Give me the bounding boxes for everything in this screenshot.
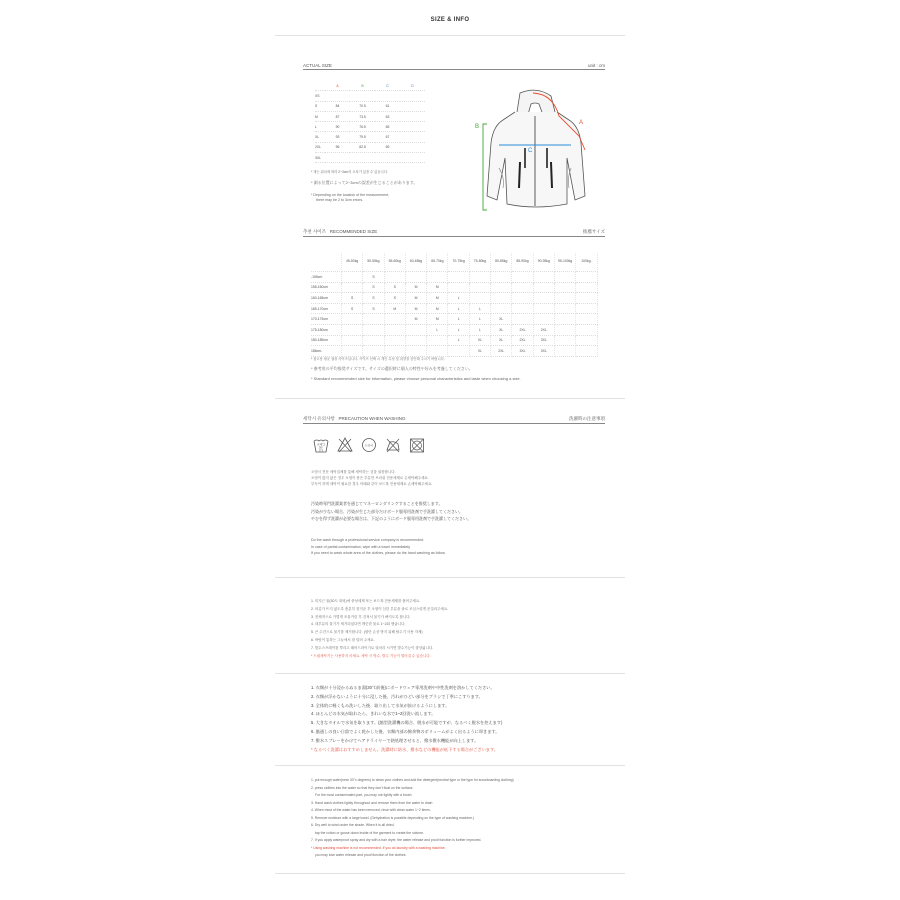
step-line: * Using washing machine is not recommended. If you do laundry with a washing machine,	[311, 845, 446, 850]
no-bleach-icon	[337, 436, 353, 454]
step-line: * なるべく洗濯はおすすめしません。洗濯時に防水、撥水などの機能が低下する場合がございます。	[311, 746, 499, 752]
washing-kr-text	[311, 469, 432, 487]
weight-header: 50-55kg	[363, 253, 384, 272]
size-value	[400, 122, 425, 132]
table-row	[315, 153, 425, 163]
diagram-label-b: B	[475, 124, 480, 130]
size-value: 67	[375, 132, 400, 142]
step-line: 1. 미지근 물(30도 내외)에 중성세제 또는 보드복 전용세제를 풀어주세요.	[311, 599, 421, 603]
size-cell	[533, 303, 554, 314]
size-cell	[512, 303, 533, 314]
step-line: 4. When most of the water has been removed, rinse with clean water 1~2 times.	[311, 808, 431, 812]
note-jp: * 測る位置によって2~3cmの誤差が生じることがあります。	[311, 180, 418, 185]
svg-text:30°: 30°	[318, 445, 324, 450]
size-value: 73.5	[350, 111, 375, 121]
size-cell	[491, 293, 512, 304]
step-line: tap the cotton or goose down inside of the garment to create the volume.	[315, 830, 424, 835]
size-cell	[576, 335, 597, 346]
size-cell	[405, 272, 426, 283]
size-cell	[533, 314, 554, 325]
weight-header-row	[311, 253, 597, 272]
size-cell: M	[427, 293, 448, 304]
recommended-size-table	[311, 253, 598, 357]
size-cell	[533, 293, 554, 304]
size-cell: M	[427, 314, 448, 325]
recommended-title-en: RECOMMENDED SIZE	[329, 229, 378, 234]
size-cell: XL	[491, 314, 512, 325]
size-cell: XL	[469, 335, 490, 346]
size-cell	[384, 346, 405, 357]
svg-text:드라이: 드라이	[364, 443, 374, 448]
size-cell: L	[448, 324, 469, 335]
size-cell	[427, 335, 448, 346]
step-line: 2. 衣類が浮かないように十分に浸した後、汚れがひどい部分をブラシで丁寧にこすります。	[311, 693, 483, 699]
size-cell	[427, 346, 448, 357]
size-cell: L	[427, 324, 448, 335]
table-row	[311, 293, 597, 304]
size-cell	[363, 335, 384, 346]
table-row	[315, 122, 425, 132]
height-label: 170-175cm	[311, 314, 342, 325]
size-value	[325, 153, 350, 163]
divider	[275, 673, 625, 674]
size-cell: L	[448, 303, 469, 314]
recommended-size-header	[303, 229, 605, 237]
step-line: you may lose water release and proof function of the clothes.	[315, 853, 407, 857]
size-value	[350, 91, 375, 101]
size-cell: XL	[491, 335, 512, 346]
size-cell: S	[384, 282, 405, 293]
washing-kr-line: 오염이 많지 않은 경우 오염이 묻은 부분만 브러쉬 전용세제로 손세탁해주세요.	[311, 476, 429, 480]
table-row	[311, 324, 597, 335]
step-line: 5. Remove moisture with a large towel. (Dehydration is possible depending on the type of washing machine.)	[311, 815, 475, 820]
size-cell: M	[405, 293, 426, 304]
washing-title-jp: 洗濯時の注意事項	[569, 416, 605, 421]
step-line: 6. 바람이 통하는 그늘에서 잘 말려 주세요.	[311, 637, 375, 642]
size-cell	[512, 293, 533, 304]
size-cell	[554, 314, 575, 325]
diagram-label-a: A	[579, 120, 584, 126]
size-cell	[342, 346, 363, 357]
weight-header: 75-80kg	[469, 253, 490, 272]
washing-title-kr: 세탁시 유의사항	[303, 416, 335, 421]
height-label: 155-160cm	[311, 282, 342, 293]
size-cell: S	[384, 293, 405, 304]
recommended-title-kr: 추천 사이즈	[303, 229, 326, 234]
size-cell: L	[469, 303, 490, 314]
size-cell: 3XL	[533, 346, 554, 357]
svg-text:중성: 중성	[318, 449, 324, 452]
size-value: 79.5	[350, 132, 375, 142]
recommended-title-jp: 推薦サイズ	[582, 229, 605, 234]
size-cell: S	[363, 282, 384, 293]
actual-size-note-jp	[311, 181, 417, 185]
size-cell	[469, 272, 490, 283]
column-d: D	[400, 81, 425, 91]
size-value	[400, 111, 425, 121]
table-row	[315, 132, 425, 142]
size-cell	[576, 314, 597, 325]
actual-size-table	[315, 81, 425, 163]
note-en-2: there may be 2 to 3cm errors.	[316, 198, 364, 202]
size-cell: 2XL	[512, 324, 533, 335]
size-cell: XL	[491, 324, 512, 335]
divider	[275, 398, 625, 399]
size-cell: M	[427, 303, 448, 314]
size-cell	[405, 324, 426, 335]
note-kr: * 재는 위치에 따라 2~3cm의 오차가 있을 수 있습니다.	[311, 170, 388, 174]
step-line: 1. put enough water(near 30°c degrees) to clean your clothes and add the detergent(neutral type or the type for snowboarding clothing)	[311, 778, 514, 782]
actual-size-note	[311, 170, 388, 174]
size-cell	[405, 335, 426, 346]
column-a: A	[325, 81, 350, 91]
table-row	[315, 111, 425, 121]
size-value	[400, 91, 425, 101]
step-line: 3. 全体的に軽くもみ洗いした後、取り出して水気が抜けるようにします。	[311, 702, 450, 708]
size-value: 70.5	[350, 101, 375, 111]
weight-header: 55-60kg	[384, 253, 405, 272]
size-cell: M	[384, 303, 405, 314]
size-cell	[342, 282, 363, 293]
washing-title-en: PRECAUTION WHEN WASHING	[338, 416, 406, 421]
recommended-rows	[311, 272, 597, 357]
size-cell	[554, 324, 575, 335]
svg-text:손세탁: 손세탁	[316, 442, 326, 447]
column-b: B	[350, 81, 375, 91]
divider	[275, 765, 625, 766]
table-row	[311, 314, 597, 325]
size-cell	[554, 335, 575, 346]
page-title: SIZE & INFO	[430, 17, 470, 23]
step-line: 7. 撥水スプレーをかけてヘアドライヤーで熱処理させると、撥水撥水機能が向上します。	[311, 737, 479, 743]
size-value: 87	[325, 111, 350, 121]
size-info-page	[275, 0, 625, 900]
size-cell	[384, 335, 405, 346]
washing-jp-line: やむを得ず洗濯が必要な場合は、下記のようにボード服専用洗剤で手洗濯してください。	[311, 516, 471, 521]
divider	[275, 873, 625, 874]
step-line: 6. 風通しの良い日陰でよく乾かした後、衣類内部の綿余物のボリュームがよく出るように叩きます。	[311, 728, 500, 734]
table-row	[311, 272, 597, 283]
washing-jp-line: 汚染が少ない場合、汚染が生じた部分だけボード服専用洗剤で手洗濯してください。	[311, 508, 463, 514]
size-cell	[533, 272, 554, 283]
size-cell: L	[469, 314, 490, 325]
size-value: 61	[375, 101, 400, 111]
unit-label: unit : cm	[587, 63, 605, 68]
size-cell: L	[448, 293, 469, 304]
size-cell	[363, 324, 384, 335]
step-line: 2. press clothes into the water so that they don't float on the surface.	[311, 785, 414, 790]
no-tumble-dry-icon	[409, 436, 425, 454]
size-label: XL	[315, 132, 325, 142]
step-line: 3. 전체적으로 가볍게 조물거린 후 건져서 물기가 빠지도록 합니다.	[311, 614, 411, 619]
size-label: M	[315, 111, 325, 121]
jacket-diagram	[475, 88, 595, 214]
height-label: 165-170cm	[311, 303, 342, 314]
size-cell	[363, 314, 384, 325]
size-value	[400, 101, 425, 111]
size-cell	[554, 293, 575, 304]
size-cell	[384, 324, 405, 335]
table-row	[315, 91, 425, 101]
weight-header: 70-75kg	[448, 253, 469, 272]
size-cell	[554, 282, 575, 293]
height-label: -155cm	[311, 272, 342, 283]
weight-header: 85-90kg	[512, 253, 533, 272]
divider	[275, 577, 625, 578]
size-value	[400, 153, 425, 163]
steps-kr	[311, 598, 448, 660]
size-value: 82.5	[350, 142, 375, 152]
size-value: 96	[325, 142, 350, 152]
size-cell	[469, 282, 490, 293]
size-value	[400, 132, 425, 142]
table-row	[311, 303, 597, 314]
size-cell: L	[448, 314, 469, 325]
size-cell: L	[469, 324, 490, 335]
size-cell	[342, 272, 363, 283]
size-label: 3XL	[315, 153, 325, 163]
size-value: 90	[325, 122, 350, 132]
steps-jp	[311, 684, 502, 754]
step-line: 4. ほとんどの水気が取れたら、きれいな水で1~2回洗い流します。	[311, 711, 436, 717]
size-cell	[512, 282, 533, 293]
step-line: 5. 大きなタオルで水気を取ります。(縮型洗濯機の場合、脱水が可能ですが、なるべく脱水を控えます)	[311, 720, 503, 726]
step-line: 6. Dry well to wind under the shade. When it is all dried,	[311, 823, 395, 827]
note-en-1: * Depending on the location of the measurement,	[311, 193, 390, 197]
weight-header: 65-70kg	[427, 253, 448, 272]
weight-header: 90-95kg	[533, 253, 554, 272]
recommended-note-kr: * 참고용 평균 권장 사이즈입니다. 사이즈 선택 시 개인 특성 및 취향을 감안해 주시기 바랍니다.	[311, 357, 445, 361]
size-cell	[427, 272, 448, 283]
washing-jp-text	[311, 500, 471, 523]
size-cell: S	[363, 303, 384, 314]
step-line: 3. Hand wash clothes lightly throughout and remove them from the water to drain	[311, 800, 433, 805]
washing-en-line: If you need to wash whole area of the clothes, please do the hand washing as follow.	[311, 551, 446, 555]
table-row	[311, 282, 597, 293]
recommended-note-jp: * 参考用の平均推奨サイズです。サイズの選択時に個人の特性や好みを考慮してください。	[311, 366, 473, 371]
steps-en	[311, 777, 514, 860]
recommended-note-en: * Standard recommended size for information, please choose personal characteristics and taste when choosing a size.	[311, 376, 521, 381]
size-cell	[576, 346, 597, 357]
column-c: C	[375, 81, 400, 91]
size-cell	[576, 282, 597, 293]
weight-header: 80-85kg	[491, 253, 512, 272]
size-cell	[576, 324, 597, 335]
diagram-label-c: C	[528, 148, 533, 154]
size-label: XS	[315, 91, 325, 101]
size-cell	[384, 314, 405, 325]
weight-header: 100kg-	[576, 253, 597, 272]
size-value: 69	[375, 142, 400, 152]
size-cell	[576, 303, 597, 314]
weight-header: 95-100kg	[554, 253, 575, 272]
size-cell	[533, 282, 554, 293]
step-line: 4. 대부분의 물기가 제거되었다면 깨끗한 물로 1~2회 헹굽니다.	[311, 622, 406, 627]
washing-en-line: In case of partial contamination, wipe with a towel immediately	[311, 544, 411, 549]
size-value	[375, 153, 400, 163]
washing-en-line: Do the wash through a professional service company is recommended.	[311, 538, 425, 542]
size-cell: 2XL	[491, 346, 512, 357]
weight-header: 60-65kg	[405, 253, 426, 272]
step-line: 7. If you apply waterproof spray and dry with a hair dryer, the water release and proof function is further improved.	[311, 838, 482, 842]
size-cell	[342, 324, 363, 335]
size-cell	[363, 346, 384, 357]
size-value: 84	[325, 101, 350, 111]
table-row	[311, 346, 597, 357]
size-cell	[491, 282, 512, 293]
size-cell: 2XL	[512, 335, 533, 346]
step-line: 5. 큰 수건으로 물기를 제거합니다. (원단 손상 방지 위해 탈수기 사용 자제)	[311, 630, 423, 635]
actual-size-note-en	[311, 193, 389, 203]
washing-header	[303, 416, 605, 424]
step-line: 2. 의류가 뜨지 않도록 충분히 잠겨준 후 오염이 심한 부분을 솔로 조심스럽게 문질러주세요.	[311, 606, 449, 611]
size-cell	[491, 303, 512, 314]
table-row	[315, 101, 425, 111]
no-iron-icon	[385, 436, 401, 454]
height-label: 175-180cm	[311, 324, 342, 335]
size-cell	[342, 335, 363, 346]
size-value: 76.5	[350, 122, 375, 132]
size-cell: M	[427, 282, 448, 293]
size-cell	[469, 293, 490, 304]
divider	[275, 35, 625, 36]
table-row	[311, 335, 597, 346]
table-row	[315, 142, 425, 152]
size-cell	[448, 282, 469, 293]
size-cell	[576, 272, 597, 283]
size-cell: 3XL	[512, 346, 533, 357]
height-label: 180-185cm	[311, 335, 342, 346]
height-label: 160-165cm	[311, 293, 342, 304]
size-value: 63	[375, 111, 400, 121]
size-cell: 3XL	[533, 335, 554, 346]
size-value	[325, 91, 350, 101]
size-cell: S	[342, 293, 363, 304]
size-cell: M	[405, 303, 426, 314]
size-cell	[491, 272, 512, 283]
size-cell: XL	[469, 346, 490, 357]
size-label: L	[315, 122, 325, 132]
size-cell: M	[405, 314, 426, 325]
weight-header: 45-50kg	[342, 253, 363, 272]
size-cell: L	[448, 335, 469, 346]
size-value	[350, 153, 375, 163]
size-cell	[405, 346, 426, 357]
size-value	[375, 91, 400, 101]
size-cell	[384, 272, 405, 283]
size-cell	[512, 272, 533, 283]
size-label: 2XL	[315, 142, 325, 152]
size-cell: S	[342, 303, 363, 314]
actual-size-header	[303, 63, 605, 70]
size-cell: 2XL	[533, 324, 554, 335]
step-line: * 드럼세탁기는 사용하지 마세요. 세탁 시 방수, 발수 기능이 떨어질 수 있습니다.	[311, 653, 431, 658]
washing-en-text	[311, 537, 446, 557]
size-cell	[554, 272, 575, 283]
step-line: For the most contaminated part, you may rub lightly with a brush	[315, 793, 412, 797]
washing-jp-line: 汚染時専門洗濯業者を通じてマネーロンダリングすることを推奨します。	[311, 501, 443, 506]
dry-clean-icon	[361, 436, 377, 454]
step-line: 7. 발수스프레이를 뿌리고 헤어드라이기로 열처리 시키면 발수기능이 향상됩니다.	[311, 645, 434, 650]
washing-kr-line: 오염시 전문 세탁업체를 통해 세탁하는 것을 권장합니다.	[311, 470, 396, 474]
size-cell: S	[363, 272, 384, 283]
height-label: 186cm-	[311, 346, 342, 357]
size-cell	[448, 346, 469, 357]
size-cell	[554, 303, 575, 314]
size-value: 93	[325, 132, 350, 142]
size-cell	[554, 346, 575, 357]
size-cell	[342, 314, 363, 325]
size-cell	[448, 272, 469, 283]
actual-size-rows	[315, 91, 425, 163]
actual-size-title: ACTUAL SIZE	[303, 63, 332, 68]
size-cell	[576, 293, 597, 304]
table-header-row	[315, 81, 425, 91]
size-cell	[512, 314, 533, 325]
size-value: 65	[375, 122, 400, 132]
washing-kr-line: 부득이 하게 세탁이 필요한 경우 아래와 같이 보드복 전용세제로 손세탁해주세요.	[311, 482, 433, 486]
size-cell: M	[405, 282, 426, 293]
size-label: S	[315, 101, 325, 111]
step-line: 1. 衣類が十分浸かるぬるま湯(30℃前後)にボードウェア専用洗剤や中性洗剤を溶かしてください。	[311, 685, 495, 690]
size-value	[400, 142, 425, 152]
hand-wash-30-icon	[313, 436, 329, 454]
size-cell: S	[363, 293, 384, 304]
